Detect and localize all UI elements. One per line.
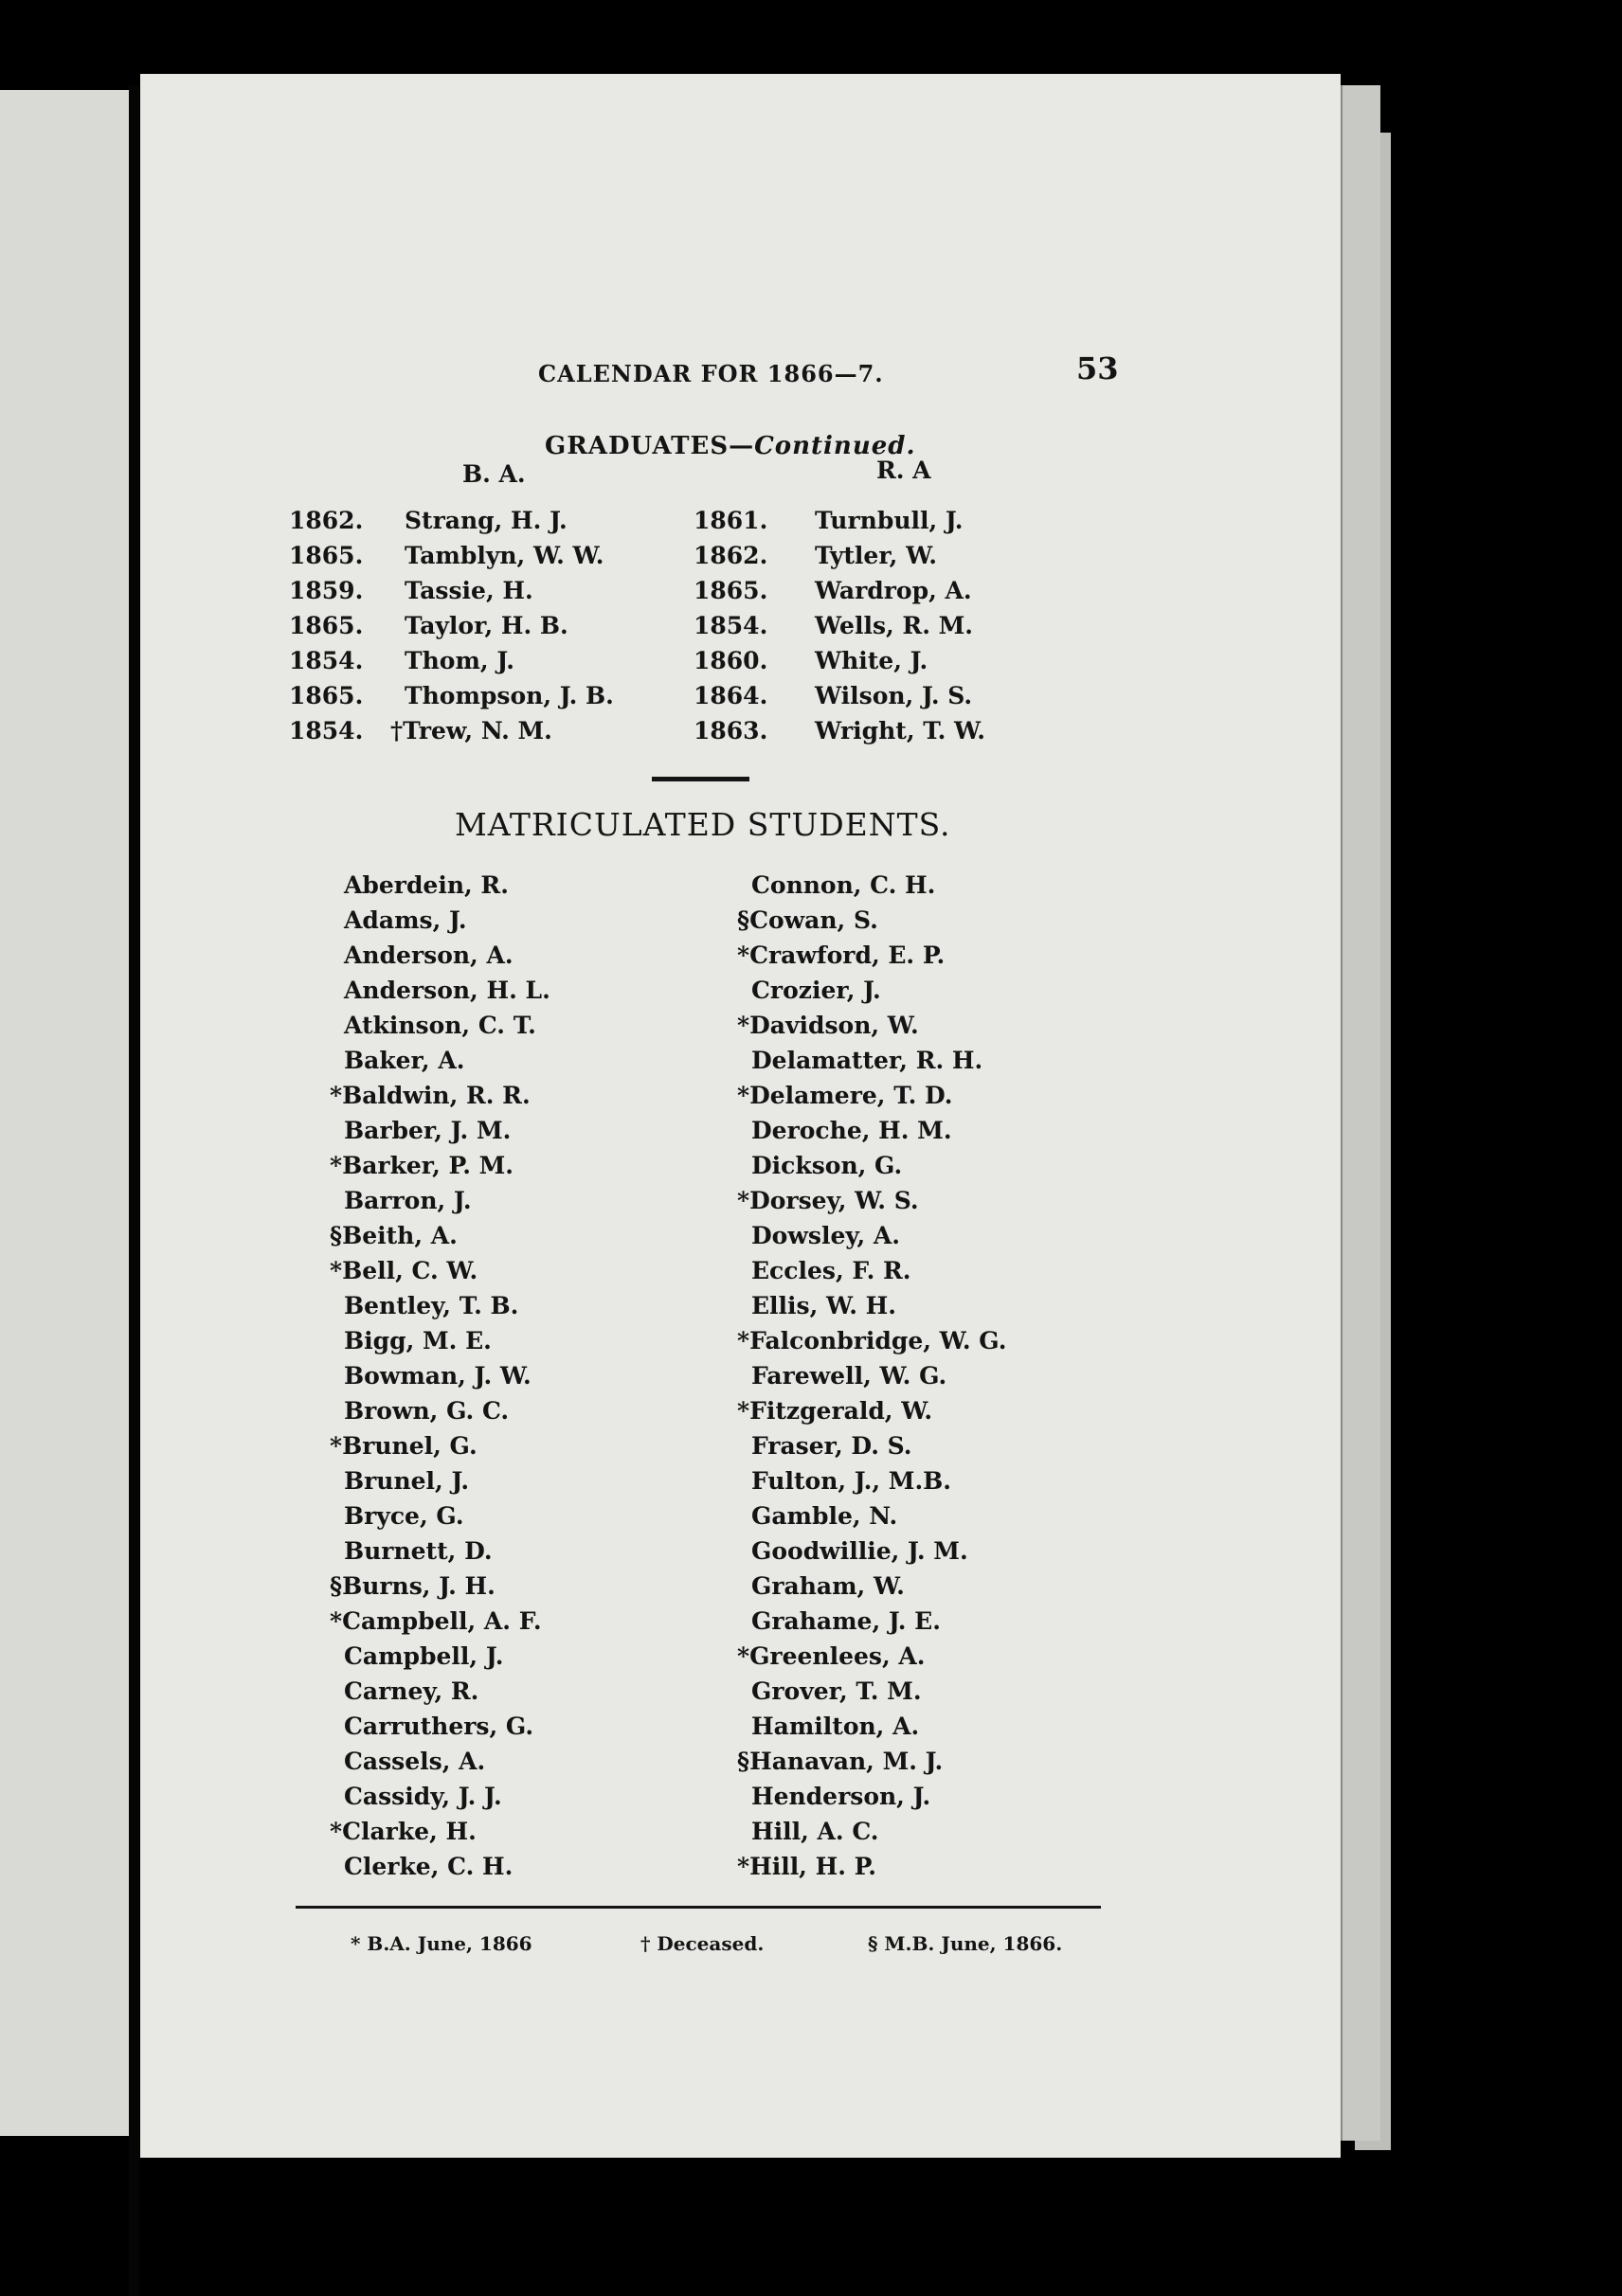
student-entry: Dickson, G. bbox=[751, 1152, 903, 1179]
student-entry: *Greenlees, A. bbox=[737, 1642, 926, 1670]
student-entry: Clerke, C. H. bbox=[344, 1853, 514, 1880]
graduate-year: 1860. bbox=[694, 647, 768, 674]
graduate-year: 1862. bbox=[694, 542, 768, 569]
student-entry: *Fitzgerald, W. bbox=[737, 1397, 933, 1425]
graduate-year: 1854. bbox=[694, 612, 768, 639]
student-entry: Cassels, A. bbox=[344, 1748, 486, 1775]
graduate-name: Tamblyn, W. W. bbox=[405, 542, 604, 569]
student-entry: *Crawford, E. P. bbox=[737, 942, 946, 969]
student-entry: Atkinson, C. T. bbox=[344, 1012, 536, 1039]
student-entry: Cassidy, J. J. bbox=[344, 1783, 502, 1810]
student-entry: Goodwillie, J. M. bbox=[751, 1537, 968, 1565]
student-entry: *Delamere, T. D. bbox=[737, 1082, 953, 1109]
student-entry: Bowman, J. W. bbox=[344, 1362, 532, 1390]
student-entry: Anderson, H. L. bbox=[344, 977, 550, 1004]
student-entry: Gamble, N. bbox=[751, 1502, 898, 1530]
student-entry: Brunel, J. bbox=[344, 1467, 470, 1495]
graduate-year: 1854. bbox=[289, 717, 364, 744]
ba-column-label: B. A. bbox=[462, 460, 526, 488]
graduate-name: Tassie, H. bbox=[405, 577, 533, 604]
student-entry: Connon, C. H. bbox=[751, 871, 936, 899]
student-entry: Adams, J. bbox=[344, 906, 467, 934]
graduate-year: 1864. bbox=[694, 682, 768, 709]
student-entry: *Baldwin, R. R. bbox=[330, 1082, 531, 1109]
graduates-heading bbox=[545, 432, 916, 460]
student-entry: Dowsley, A. bbox=[751, 1222, 900, 1249]
graduate-year: 1859. bbox=[289, 577, 364, 604]
graduate-name: Wells, R. M. bbox=[815, 612, 973, 639]
student-entry: Delamatter, R. H. bbox=[751, 1047, 983, 1074]
graduate-name: Thom, J. bbox=[405, 647, 514, 674]
student-entry: Deroche, H. M. bbox=[751, 1117, 952, 1144]
graduate-name: Strang, H. J. bbox=[405, 507, 568, 534]
graduate-year: 1862. bbox=[289, 507, 364, 534]
graduate-name: White, J. bbox=[815, 647, 928, 674]
graduate-year: 1865. bbox=[694, 577, 768, 604]
student-entry: Farewell, W. G. bbox=[751, 1362, 947, 1390]
student-entry: Bryce, G. bbox=[344, 1502, 464, 1530]
graduate-year: 1865. bbox=[289, 542, 364, 569]
graduate-name: Tytler, W. bbox=[815, 542, 937, 569]
student-entry: *Hill, H. P. bbox=[737, 1853, 876, 1880]
graduates-heading-continued: Continued. bbox=[754, 432, 916, 460]
footnote-mb: § M.B. June, 1866. bbox=[868, 1932, 1063, 1955]
graduate-year: 1861. bbox=[694, 507, 768, 534]
graduate-name: Thompson, J. B. bbox=[405, 682, 614, 709]
student-entry: Grover, T. M. bbox=[751, 1677, 922, 1705]
graduate-name: Wright, T. W. bbox=[815, 717, 985, 744]
student-entry: *Dorsey, W. S. bbox=[737, 1187, 919, 1214]
student-entry: Graham, W. bbox=[751, 1572, 905, 1600]
footnote-deceased: † Deceased. bbox=[640, 1932, 765, 1955]
student-entry: §Hanavan, M. J. bbox=[737, 1748, 944, 1775]
student-entry: Hamilton, A. bbox=[751, 1713, 920, 1740]
student-entry: Carruthers, G. bbox=[344, 1713, 534, 1740]
student-entry: *Clarke, H. bbox=[330, 1818, 477, 1845]
student-entry: Grahame, J. E. bbox=[751, 1607, 941, 1635]
student-entry: *Campbell, A. F. bbox=[330, 1607, 542, 1635]
student-entry: Anderson, A. bbox=[344, 942, 514, 969]
footnote-ba: * B.A. June, 1866 bbox=[351, 1932, 532, 1955]
student-entry: Bentley, T. B. bbox=[344, 1292, 519, 1319]
footnote-rule bbox=[296, 1906, 1101, 1909]
graduate-name: Turnbull, J. bbox=[815, 507, 964, 534]
student-entry: Brown, G. C. bbox=[344, 1397, 510, 1425]
graduate-year: 1865. bbox=[289, 682, 364, 709]
student-entry: §Beith, A. bbox=[330, 1222, 458, 1249]
student-entry: Hill, A. C. bbox=[751, 1818, 879, 1845]
student-entry: Campbell, J. bbox=[344, 1642, 504, 1670]
student-entry: Henderson, J. bbox=[751, 1783, 931, 1810]
student-entry: *Brunel, G. bbox=[330, 1432, 478, 1460]
student-entry: *Falconbridge, W. G. bbox=[737, 1327, 1007, 1354]
student-entry: Crozier, J. bbox=[751, 977, 881, 1004]
student-entry: Ellis, W. H. bbox=[751, 1292, 896, 1319]
student-entry: *Bell, C. W. bbox=[330, 1257, 478, 1284]
student-entry: Barron, J. bbox=[344, 1187, 472, 1214]
ra-column-label: R. A bbox=[876, 457, 931, 484]
graduate-name: †Trew, N. M. bbox=[390, 717, 552, 744]
graduate-name: Wilson, J. S. bbox=[815, 682, 973, 709]
student-entry: §Cowan, S. bbox=[737, 906, 878, 934]
section-divider bbox=[652, 777, 749, 781]
graduate-year: 1863. bbox=[694, 717, 768, 744]
student-entry: *Barker, P. M. bbox=[330, 1152, 514, 1179]
graduate-year: 1865. bbox=[289, 612, 364, 639]
graduate-year: 1854. bbox=[289, 647, 364, 674]
student-entry: Baker, A. bbox=[344, 1047, 465, 1074]
page-number: 53 bbox=[1076, 350, 1119, 386]
student-entry: Barber, J. M. bbox=[344, 1117, 512, 1144]
graduate-name: Wardrop, A. bbox=[815, 577, 972, 604]
student-entry: Aberdein, R. bbox=[344, 871, 509, 899]
student-entry: Bigg, M. E. bbox=[344, 1327, 492, 1354]
student-entry: Carney, R. bbox=[344, 1677, 479, 1705]
student-entry: *Davidson, W. bbox=[737, 1012, 919, 1039]
student-entry: §Burns, J. H. bbox=[330, 1572, 496, 1600]
student-entry: Eccles, F. R. bbox=[751, 1257, 911, 1284]
student-entry: Fulton, J., M.B. bbox=[751, 1467, 951, 1495]
student-entry: Burnett, D. bbox=[344, 1537, 493, 1565]
graduates-heading-text: GRADUATES— bbox=[545, 432, 755, 460]
student-entry: Fraser, D. S. bbox=[751, 1432, 912, 1460]
matriculated-heading: MATRICULATED STUDENTS. bbox=[455, 806, 951, 843]
running-header: CALENDAR FOR 1866—7. bbox=[538, 360, 884, 387]
graduate-name: Taylor, H. B. bbox=[405, 612, 568, 639]
